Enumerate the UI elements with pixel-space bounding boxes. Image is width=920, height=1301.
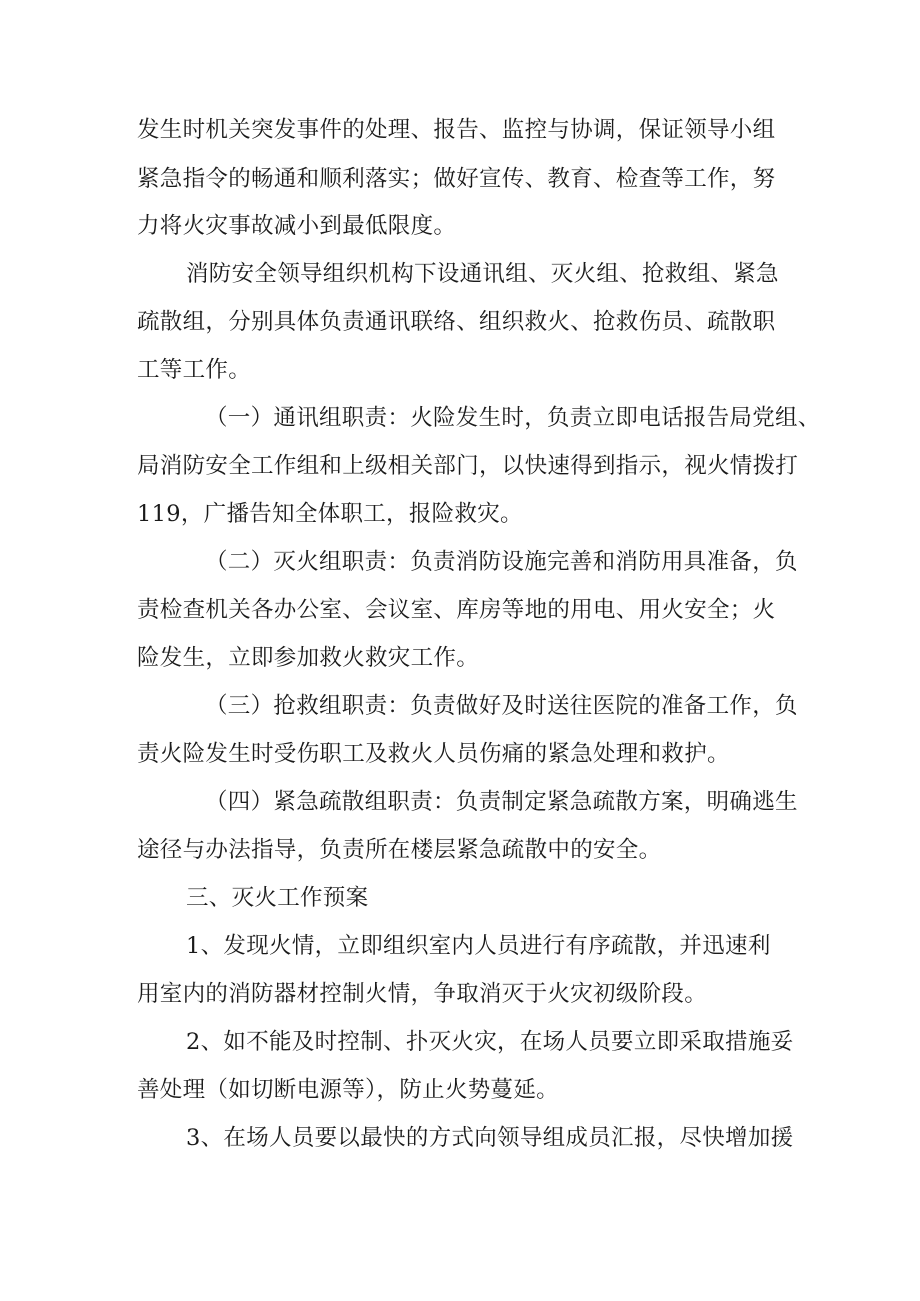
paragraph-start: （三）抢救组职责：负责做好及时送往医院的准备工作，负 bbox=[205, 693, 798, 719]
paragraph-start: （一）通讯组职责：火险发生时，负责立即电话报告局党组、 bbox=[205, 405, 821, 431]
text-line: 险发生，立即参加救火救灾工作。 bbox=[137, 645, 480, 671]
text-line: 责检查机关各办公室、会议室、库房等地的用电、用火安全；火 bbox=[137, 597, 776, 623]
paragraph-start: 消防安全领导组织机构下设通讯组、灭火组、抢救组、紧急 bbox=[186, 261, 779, 287]
text-line: 用室内的消防器材控制火情，争取消灭于火灾初级阶段。 bbox=[137, 981, 708, 1007]
paragraph-start: 1、发现火情，立即组织室内人员进行有序疏散，并迅速利 bbox=[186, 933, 771, 959]
paragraph-start: （二）灭火组职责：负责消防设施完善和消防用具准备，负 bbox=[205, 549, 798, 575]
paragraph-start: （四）紧急疏散组职责：负责制定紧急疏散方案，明确逃生 bbox=[205, 789, 798, 815]
text-line: 途径与办法指导，负责所在楼层紧急疏散中的安全。 bbox=[137, 837, 662, 863]
text-line: 责火险发生时受伤职工及救火人员伤痛的紧急处理和救护。 bbox=[137, 741, 730, 767]
text-line: 力将火灾事故减小到最低限度。 bbox=[137, 213, 457, 239]
text-line: 发生时机关突发事件的处理、报告、监控与协调，保证领导小组 bbox=[137, 117, 776, 143]
paragraph-start: 3、在场人员要以最快的方式向领导组成员汇报，尽快增加援 bbox=[186, 1125, 794, 1151]
text-line: 119，广播告知全体职工，报险救灾。 bbox=[137, 501, 523, 527]
section-heading: 三、灭火工作预案 bbox=[186, 885, 369, 911]
text-line: 善处理（如切断电源等），防止火势蔓延。 bbox=[137, 1077, 559, 1103]
text-line: 紧急指令的畅通和顺利落实；做好宣传、教育、检查等工作，努 bbox=[137, 166, 776, 192]
text-line: 疏散组，分别具体负责通讯联络、组织救火、抢救伤员、疏散职 bbox=[137, 309, 776, 335]
text-line: 工等工作。 bbox=[137, 357, 252, 383]
text-line: 局消防安全工作组和上级相关部门，以快速得到指示，视火情拨打 bbox=[137, 453, 799, 479]
paragraph-start: 2、如不能及时控制、扑灭火灾，在场人员要立即采取措施妥 bbox=[186, 1029, 794, 1055]
